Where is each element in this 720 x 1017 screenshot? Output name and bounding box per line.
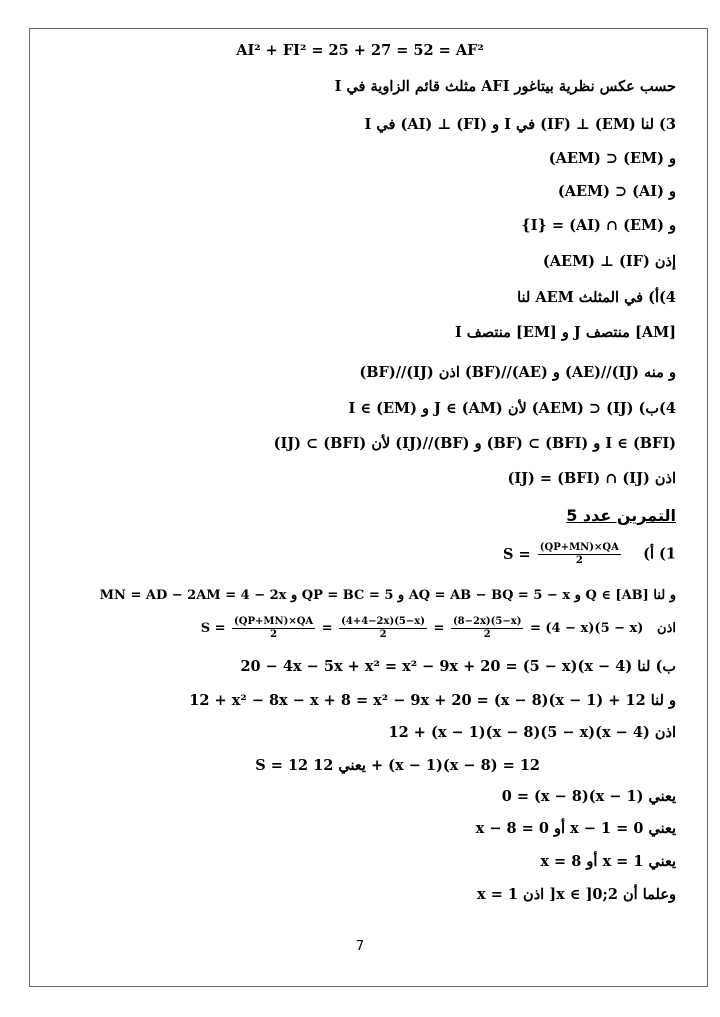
area-expansion-line — [201, 617, 676, 640]
eq-2: = — [433, 621, 445, 636]
frac-2-num: (4+4−2x)(5−x) — [341, 616, 425, 627]
frac-1-num: (QP+MN)×QA — [234, 616, 314, 627]
area-exp-formula — [200, 616, 644, 640]
equality-line: اذن (4 − x)(5 − x)12 + (x − 1)(x − 8) — [388, 724, 676, 741]
area-fraction — [538, 543, 621, 566]
s-equals-12-line: S = 12 يعني 12 + (x − 1)(x − 8) = 12 — [255, 757, 540, 774]
area-exp-lhs: S = — [200, 621, 226, 636]
area-exp-prefix: اذن — [657, 621, 676, 636]
q4a-intro-line: 4)أ) في المثلث AEM لنا — [517, 289, 676, 306]
frac-2 — [339, 617, 427, 640]
solutions-line: يعني x = 1 أو x = 8 — [540, 853, 676, 870]
frac-2-den: 2 — [379, 629, 387, 640]
frac-1 — [232, 617, 315, 640]
ai-in-aem-line: و (AI) ⊂ (AEM) — [557, 183, 676, 200]
q1a-area-formula — [503, 543, 676, 566]
area-formula — [503, 542, 623, 566]
parallel-line: و منه (IJ)//(AE) و (AE)//(BF) اذن (IJ)//(BF) — [359, 364, 676, 381]
converse-pythagoras-line: حسب عكس نظرية بيتاغور AFI مثلث قائم الزاوية في I — [334, 78, 676, 95]
frac-3 — [451, 617, 523, 640]
expansion-2-line: و لنا 12 + (x − 1)(x − 8) = 12 + x² − 8x − x + 8 = x² − 9x + 20 — [189, 692, 676, 709]
final-answer-line: وعلما أن x ∈ ]0;2[ اذن x = 1 — [477, 886, 676, 903]
frac-1-den: 2 — [270, 629, 278, 640]
midpoints-line: I منتصف [EM] و J منتصف [AM] — [454, 324, 676, 341]
lengths-line: و لنا Q ∈ [AB] و AQ = AB − BQ = 5 − x و QP = BC = 5 و MN = AD − 2AM = 4 − 2x — [99, 588, 676, 603]
conclusion-if-perp-aem: إذن (IF) ⊥ (AEM) — [542, 253, 676, 270]
area-lhs: S = — [503, 545, 531, 563]
pythagoras-sum-line: AI² + FI² = 25 + 27 = 52 = AF² — [236, 42, 484, 59]
q1a-prefix: 1) أ) — [643, 545, 676, 563]
em-in-aem-line: و (EM) ⊂ (AEM) — [548, 150, 676, 167]
area-fraction-den: 2 — [575, 555, 583, 566]
area-exp-result: = (4 − x)(5 − x) — [529, 621, 644, 636]
frac-3-num: (8−2x)(5−x) — [452, 616, 522, 627]
expansion-1-line: ب) لنا (4 − x)(5 − x) = 20 − 4x − 5x + x² = x² − 9x + 20 — [240, 658, 676, 675]
page-number: 7 — [355, 939, 365, 954]
q4b-line: 4)ب) (IJ) ⊂ (AEM) لأن J ∈ (AM) و I ∈ (EM) — [348, 400, 676, 417]
q3-perpendicular-line: 3) لنا (EM) ⊥ (IF) في I و (FI) ⊥ (AI) في I — [364, 116, 676, 133]
exercise-5-heading: التمرين عدد 5 — [566, 506, 676, 525]
factor-zero-line: يعني x − 1 = 0 أو x − 8 = 0 — [475, 820, 676, 837]
eq-1: = — [321, 621, 333, 636]
area-fraction-num: (QP+MN)×QA — [539, 542, 619, 553]
bfi-line: (IJ) ⊂ (BFI) لأن (IJ)//(BF) و (BF) ⊂ (BFI) و I ∈ (BFI) — [273, 435, 676, 452]
frac-3-den: 2 — [483, 629, 491, 640]
product-zero-line: يعني (x − 1)(x − 8) = 0 — [501, 788, 676, 805]
intersection-line: و (EM) ∩ (AI) = {I} — [521, 217, 676, 234]
ij-intersection-line: اذن (IJ) ∩ (BFI) = (IJ) — [507, 470, 676, 487]
